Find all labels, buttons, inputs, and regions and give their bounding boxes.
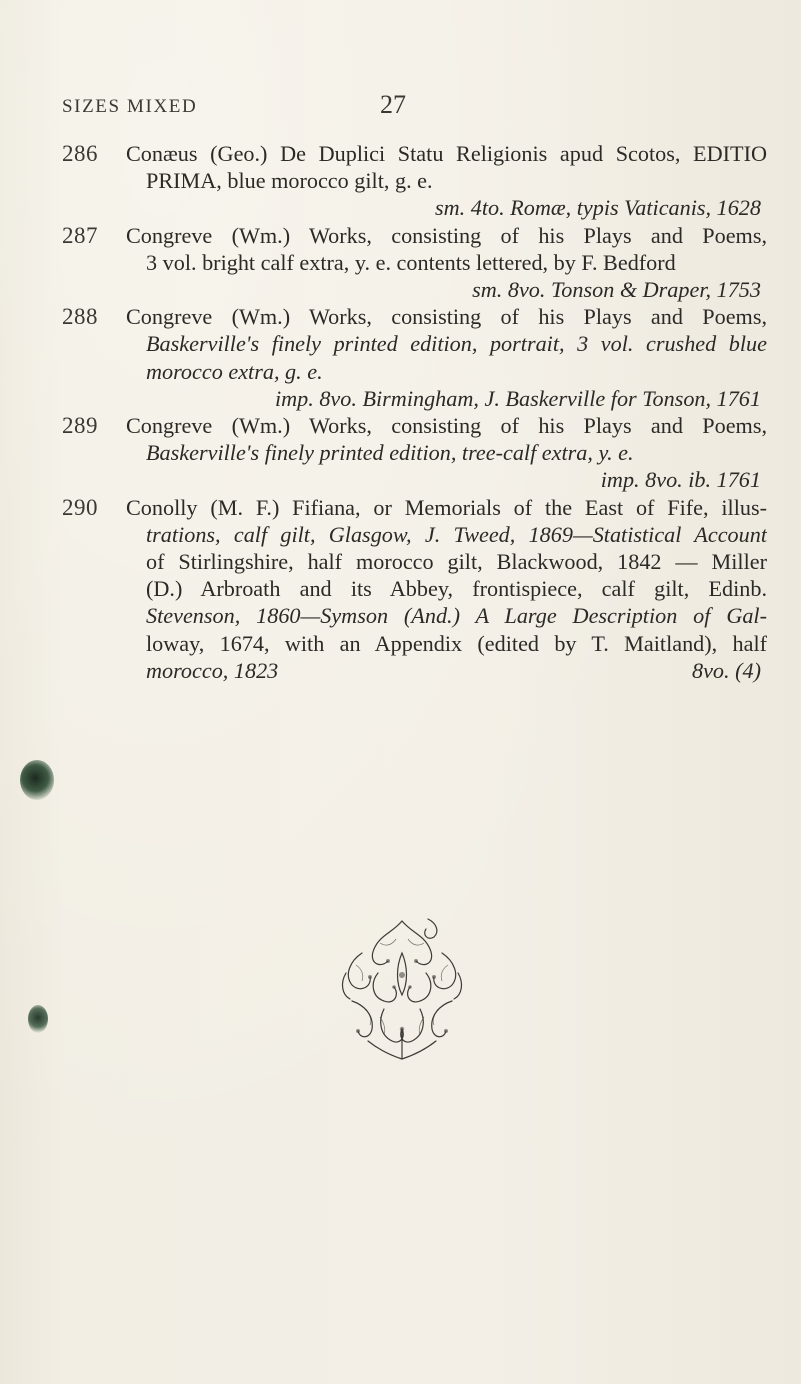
entry-line <box>126 330 767 357</box>
entry-text: imp. 8vo. ib. 1761 <box>600 467 761 493</box>
entry-text: of Stirlingshire, half morocco gilt, Blackwood, 1842 — Miller <box>146 549 767 575</box>
lot-list <box>62 140 767 684</box>
lot-entry-287 <box>62 222 767 304</box>
entry-line <box>126 575 767 602</box>
lot-entry-290 <box>62 494 767 684</box>
lot-number: 288 <box>62 304 98 330</box>
lot-entry-286 <box>62 140 767 222</box>
floral-tailpiece-icon <box>322 913 482 1063</box>
ink-stain <box>20 760 54 800</box>
entry-text: PRIMA, blue morocco gilt, g. e. <box>146 168 433 194</box>
entry-text: sm. 4to. Romæ, typis Vaticanis, 1628 <box>434 195 761 221</box>
lot-number: 290 <box>62 494 98 520</box>
entry-text: sm. 8vo. Tonson & Draper, 1753 <box>472 277 761 303</box>
entry-text: Conæus (Geo.) De Duplici Statu Religionis apud Scotos, EDITIO <box>126 141 767 166</box>
lot-entry-288 <box>62 303 767 412</box>
ink-stain <box>28 1005 48 1033</box>
entry-line <box>126 412 767 439</box>
lot-number: 287 <box>62 222 98 248</box>
entry-text: Baskerville's finely printed edition, tree-calf extra, y. e. <box>146 440 634 466</box>
entry-text: morocco extra, g. e. <box>146 358 323 384</box>
entry-text: morocco, 1823 <box>146 657 279 683</box>
lot-entry-289 <box>62 412 767 494</box>
lot-number: 289 <box>62 413 98 439</box>
entry-imprint <box>126 276 767 303</box>
entry-line <box>126 167 767 194</box>
entry-line <box>126 657 767 684</box>
entry-line <box>126 358 767 385</box>
entry-line <box>126 494 767 521</box>
page-header <box>62 90 762 126</box>
entry-text: Baskerville's finely printed edition, portrait, 3 vol. crushed blue <box>146 331 767 357</box>
entry-imprint <box>126 194 767 221</box>
entry-text: trations, calf gilt, Glasgow, J. Tweed, 1869—Statistical Account <box>146 521 767 547</box>
entry-line <box>126 249 767 276</box>
entry-text: 3 vol. bright calf extra, y. e. contents lettered, by F. Bedford <box>146 249 676 275</box>
entry-line <box>126 548 767 575</box>
running-head: SIZES MIXED <box>62 96 198 117</box>
lot-number: 286 <box>62 141 98 166</box>
entry-imprint <box>126 385 767 412</box>
entry-format: 8vo. (4) <box>691 657 761 683</box>
entry-line <box>126 521 767 548</box>
entry-imprint <box>126 466 767 493</box>
page-number: 27 <box>380 90 406 119</box>
entry-text: Congreve (Wm.) Works, consisting of his Plays and Poems, <box>126 222 767 248</box>
entry-line <box>126 602 767 629</box>
entry-line <box>126 439 767 466</box>
entry-text: Congreve (Wm.) Works, consisting of his Plays and Poems, <box>126 304 767 330</box>
entry-line <box>126 630 767 657</box>
entry-line <box>126 140 767 167</box>
entry-text: Congreve (Wm.) Works, consisting of his Plays and Poems, <box>126 413 767 439</box>
entry-text: loway, 1674, with an Appendix (edited by T. Maitland), half <box>146 630 767 656</box>
entry-line <box>126 303 767 330</box>
entry-text: Stevenson, 1860—Symson (And.) A Large Description of Gal- <box>146 603 767 629</box>
entry-text: imp. 8vo. Birmingham, J. Baskerville for Tonson, 1761 <box>274 385 761 411</box>
entry-line <box>126 222 767 249</box>
entry-text: (D.) Arbroath and its Abbey, frontispiece, calf gilt, Edinb. <box>146 576 767 602</box>
entry-text: Conolly (M. F.) Fifiana, or Memorials of the East of Fife, illus- <box>126 494 767 520</box>
